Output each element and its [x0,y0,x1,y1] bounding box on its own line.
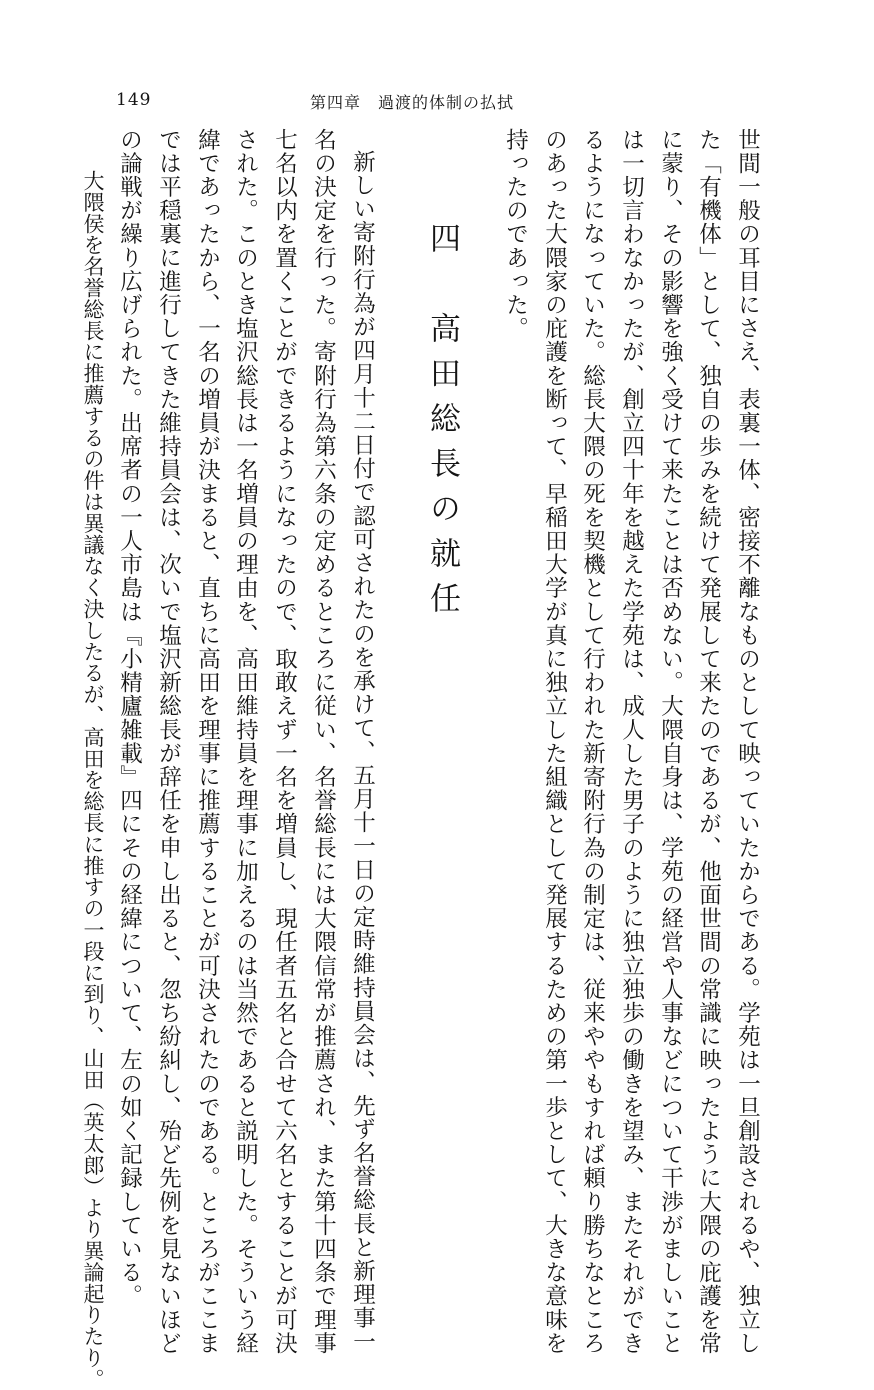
text-column: 新しい寄附行為が四月十二日付で認可されたのを承けて、五月十一日の定時維持員会は、先ず名誉総長と新理事一 [349,150,376,1354]
text-column: は一切言わなかったが、創立四十年を越えた学苑は、成人した男子のように独立独歩の働きを望み、またそれができ [618,128,645,1356]
page-number: 149 [116,90,152,110]
text-column: のあった大隈家の庇護を断って、早稲田大学が真に独立した組織として発展するための第一歩として、大きな意味を [541,128,568,1356]
text-column: の論戦が繰り広げられた。出席者の一人市島は『小精廬雑載』四にその経緯について、左の如く記録している。 [116,128,143,1308]
quoted-record: 大隈侯を名誉総長に推薦するの件は異議なく決したるが、高田を総長に推すの一段に到り、山田（英太郎）より異論起りたり。 [81,170,105,1390]
text-column: 世間一般の耳目にさえ、表裏一体、密接不離なものとして映っていたからである。学苑は一旦創設されるや、独立し [734,128,761,1356]
text-column: に蒙り、その影響を強く受けて来たことは否めない。大隈自身は、学苑の経営や人事などについて干渉がましいこと [657,128,684,1356]
text-column: では平穏裏に進行してきた維持員会は、次いで塩沢新総長が辞任を申し出ると、忽ち紛糾し、殆ど先例を見ないほど [155,128,182,1356]
text-column: 緯であったから、一名の増員が決まると、直ちに高田を理事に推薦することが可決されたのである。ところがここま [194,128,221,1356]
text-column: るようになっていた。総長大隈の死を契機として行われた新寄附行為の制定は、従来ややもすれば頼り勝ちなところ [579,128,606,1356]
text-column: 持ったのであった。 [502,128,529,341]
text-column: 名の決定を行った。寄附行為第六条の定めるところに従い、名誉総長には大隈信常が推薦され、また第十四条で理事 [310,128,337,1356]
text-column: 七名以内を置くことができるようになったので、取敢えず一名を増員し、現任者五名と合せて六名とすることが可決 [271,128,298,1356]
text-column: た「有機体」として、独自の歩みを続けて発展して来たのであるが、他面世間の常識に映ったように大隈の庇護を常 [695,128,722,1356]
section-heading: 四 高田総長の就任 [424,222,460,627]
text-column: された。このとき塩沢総長は一名増員の理由を、高田維持員を理事に加えるのは当然であると説明した。そういう経 [232,128,259,1356]
running-head: 第四章 過渡的体制の払拭 [310,93,515,112]
